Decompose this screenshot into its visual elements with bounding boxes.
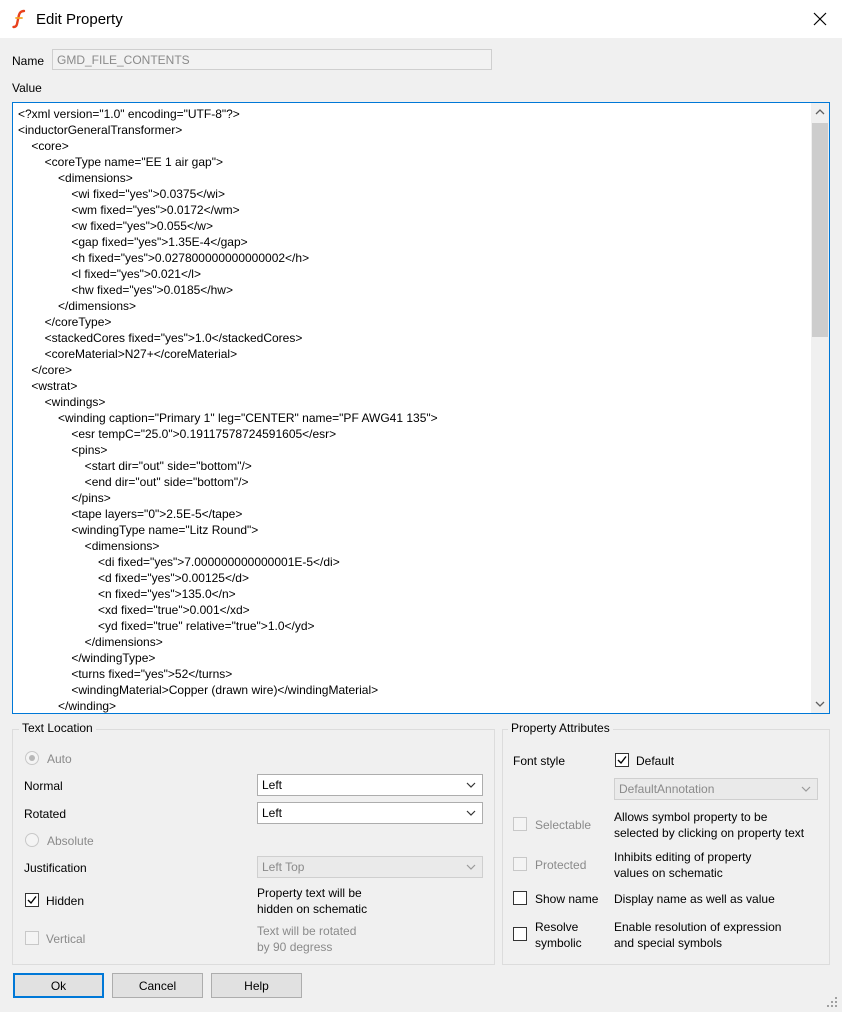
resolve-description-1: Enable resolution of expression — [614, 920, 782, 934]
auto-radio[interactable] — [25, 751, 39, 765]
rotated-label: Rotated — [24, 807, 67, 821]
scroll-thumb[interactable] — [812, 123, 828, 337]
rotated-select[interactable] — [257, 802, 483, 824]
chevron-down-icon — [466, 864, 476, 870]
hidden-checkbox[interactable] — [25, 893, 39, 907]
rotated-select-value: Left — [262, 806, 283, 820]
absolute-label: Absolute — [47, 834, 94, 848]
checkmark-icon — [617, 755, 627, 765]
checkmark-icon — [27, 895, 37, 905]
scroll-up-button[interactable] — [811, 103, 829, 121]
protected-checkbox[interactable] — [513, 857, 527, 871]
normal-select-value: Left — [262, 778, 283, 792]
justification-select-value: Left Top — [262, 860, 305, 874]
name-input[interactable]: GMD_FILE_CONTENTS — [52, 49, 492, 70]
chevron-up-icon — [815, 109, 825, 115]
resize-grip-icon[interactable] — [826, 996, 838, 1008]
selectable-checkbox[interactable] — [513, 817, 527, 831]
name-label: Name — [12, 54, 45, 68]
justification-label: Justification — [24, 861, 87, 875]
close-button[interactable] — [805, 6, 835, 32]
resolve-label-1: Resolve — [535, 920, 579, 934]
resolve-description-2: and special symbols — [614, 936, 723, 950]
default-font-label: Default — [636, 754, 675, 768]
default-font-checkbox[interactable] — [615, 753, 629, 767]
protected-description-2: values on schematic — [614, 866, 723, 880]
ok-button[interactable]: Ok — [13, 973, 104, 998]
property-attributes-title: Property Attributes — [508, 721, 613, 735]
protected-label: Protected — [535, 858, 587, 872]
app-logo-icon — [10, 9, 30, 29]
chevron-down-icon — [801, 786, 811, 792]
vertical-checkbox[interactable] — [25, 931, 39, 945]
resolve-label-2: symbolic — [535, 936, 582, 950]
text-location-title: Text Location — [19, 721, 96, 735]
title-bar — [0, 0, 842, 38]
show-name-checkbox[interactable] — [513, 891, 527, 905]
hidden-description-2: hidden on schematic — [257, 902, 368, 916]
normal-select[interactable] — [257, 774, 483, 796]
window-title: Edit Property — [36, 11, 123, 28]
justification-select[interactable] — [257, 856, 483, 878]
hidden-description-1: Property text will be — [257, 886, 362, 900]
cancel-button[interactable]: Cancel — [112, 973, 203, 998]
font-select[interactable] — [614, 778, 818, 800]
value-scrollbar[interactable] — [811, 103, 829, 713]
chevron-down-icon — [815, 701, 825, 707]
radio-dot — [29, 755, 35, 761]
absolute-radio[interactable] — [25, 833, 39, 847]
normal-label: Normal — [24, 779, 63, 793]
chevron-down-icon — [466, 810, 476, 816]
close-icon — [813, 12, 827, 26]
auto-label: Auto — [47, 752, 72, 766]
value-editor[interactable] — [12, 102, 830, 714]
vertical-description-2: by 90 degress — [257, 940, 333, 954]
show-name-label: Show name — [535, 892, 599, 906]
value-text[interactable]: <?xml version="1.0" encoding="UTF-8"?> <inductorGeneralTransformer> <core> <coreType name="EE 1 air gap"> <dimensions> <wi fixed="yes">0.0375</wi> <wm fixed="yes">0.0172</wm> <w fixed="yes">0.055</w> <gap fixed="yes">1.35E-4</gap> <h fixed="yes">0.027800000000000002</h> <l fixed="yes">0.021</l> <hw fixed="yes">0.0185</hw> </dimensions> </coreType> <stackedCores fixed="yes">1.0</stackedCores> <coreMaterial>N27+</coreMaterial> </core> <wstrat> <windings> <winding caption="Primary 1" leg="CENTER" name="PF AWG41 135"> <esr tempC="25.0">0.19117578724591605</esr> <pins> <start dir="out" side="bottom"/> <end dir="out" side="bottom"/> </pins> <tape layers="0">2.5E-5</tape> <windingType name="Litz Round"> <dimensions> <di fixed="yes">7.000000000000001E-5</di> <d fixed="yes">0.00125</d> <n fixed="yes">135.0</n> <xd fixed="true">0.001</xd> <yd fixed="true" relative="true">1.0</yd> </dimensions> </windingType> <turns fixed="yes">52</turns> <windingMaterial>Copper (drawn wire)</windingMaterial> </winding> — [18, 107, 438, 713]
vertical-description-1: Text will be rotated — [257, 924, 357, 938]
show-name-description: Display name as well as value — [614, 892, 775, 906]
vertical-label: Vertical — [46, 932, 86, 946]
protected-description-1: Inhibits editing of property — [614, 850, 752, 864]
selectable-description-1: Allows symbol property to be — [614, 810, 768, 824]
selectable-description-2: selected by clicking on property text — [614, 826, 805, 840]
chevron-down-icon — [466, 782, 476, 788]
font-style-label: Font style — [513, 754, 566, 768]
help-button[interactable]: Help — [211, 973, 302, 998]
selectable-label: Selectable — [535, 818, 592, 832]
value-label: Value — [12, 81, 42, 95]
hidden-label: Hidden — [46, 894, 85, 908]
resolve-symbolic-checkbox[interactable] — [513, 927, 527, 941]
scroll-down-button[interactable] — [811, 695, 829, 713]
font-select-value: DefaultAnnotation — [619, 782, 715, 796]
